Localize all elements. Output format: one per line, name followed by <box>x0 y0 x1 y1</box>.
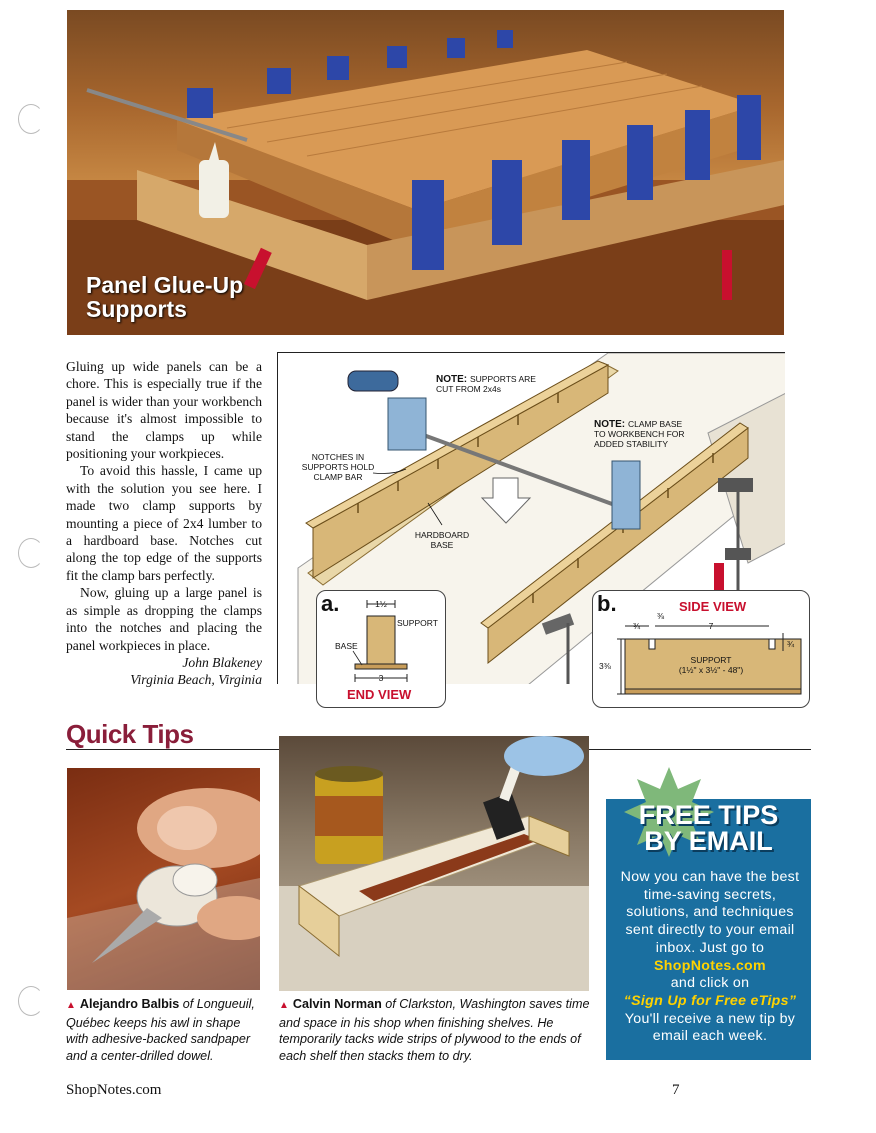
free-tips-text <box>614 869 806 1046</box>
free-tips-head-1: FREE TIPS <box>638 800 779 830</box>
binder-hole-middle <box>18 538 44 568</box>
article-body <box>66 358 262 689</box>
end-view-title: END VIEW <box>347 687 412 702</box>
end-view-support-label: SUPPORT <box>397 618 438 628</box>
side-view-dim-height: 3⅜ <box>599 661 611 671</box>
notches-text-2: SUPPORTS HOLD <box>301 462 375 472</box>
tip1-caption <box>66 996 262 1064</box>
signup-link[interactable]: “Sign Up for Free eTips” <box>623 992 797 1009</box>
free-tips-text-2: and click on <box>670 975 750 992</box>
end-view-base-label: BASE <box>335 641 358 651</box>
note2-text-2: TO WORKBENCH FOR <box>594 429 685 439</box>
quick-tips-heading: Quick Tips <box>66 719 194 749</box>
side-view-title: SIDE VIEW <box>679 599 747 614</box>
triangle-icon: ▲ <box>66 1000 76 1011</box>
hardboard-text-2: BASE <box>430 540 454 550</box>
footer-site: ShopNotes.com <box>66 1082 162 1098</box>
note1-label: NOTE: <box>436 374 468 385</box>
free-tips-box <box>606 799 811 1060</box>
hardboard-text-1: HARDBOARD <box>414 530 470 540</box>
end-view-inset <box>316 590 446 708</box>
article-location: Virginia Beach, Virginia <box>130 672 262 688</box>
free-tips-text-1: Now you can have the best time-saving secrets, solutions, and techniques sent directly to your email inbox. Just go to <box>620 869 800 956</box>
article-paragraph: Now, gluing up a large panel is as simple as dropping the clamps into the notches and placing the panel workpieces in place. <box>66 585 262 653</box>
end-view-tag: a. <box>321 591 340 616</box>
note2-text-3: ADDED STABILITY <box>594 439 668 449</box>
tip1-text: of Longueuil, Québec keeps his awl in shape with adhesive-backed sandpaper and a center-drilled dowel. <box>66 997 255 1063</box>
side-view-dim-7: 7 <box>708 621 714 631</box>
binder-hole-top <box>18 104 44 134</box>
notches-text-3: CLAMP BAR <box>313 472 363 482</box>
side-view-support-dims: (1½" x 3½" - 48") <box>678 665 744 675</box>
note2-label: NOTE: <box>594 419 626 430</box>
awl-illustration <box>67 768 260 990</box>
free-tips-text-3: You'll receive a new tip by email each week. <box>624 1010 796 1045</box>
note2-text-1: CLAMP BASE <box>628 419 683 429</box>
note1-text-1: SUPPORTS ARE <box>470 374 536 384</box>
article-author: John Blakeney <box>182 654 262 670</box>
tip1-name: Alejandro Balbis <box>79 997 180 1011</box>
shopnotes-link[interactable]: ShopNotes.com <box>654 957 766 974</box>
side-view-drawing <box>593 591 811 709</box>
shelf-illustration <box>279 736 589 991</box>
shelf-finishing-photo <box>279 736 589 991</box>
side-view-dim-3-4-left: ¾ <box>633 621 641 631</box>
binder-hole-bottom <box>18 986 44 1016</box>
side-view-dim-3-4-right: ¾ <box>787 639 795 649</box>
end-view-dim-top: 1½ <box>375 599 387 609</box>
end-view-dim-bottom: 3 <box>378 673 384 683</box>
tip2-caption <box>279 996 591 1064</box>
tip2-text: of Clarkston, Washington saves time and space in his shop when finishing shelves. He temporarily tacks wide strips of plywood to the ends of each shelf then stacks them to dry. <box>279 997 590 1063</box>
hero-title-line1: Panel Glue-Up <box>86 272 244 298</box>
side-view-tag: b. <box>597 591 617 616</box>
footer-page-number: 7 <box>672 1082 680 1098</box>
note1-text-2: CUT FROM 2x4s <box>436 384 502 394</box>
awl-photo <box>67 768 260 990</box>
article-paragraph: To avoid this hassle, I came up with the solution you see here. I made two clamp supports by mounting a piece of 2x4 lumber to a hardboard base. Notches cut along the top edge of the supports fit the clamp bars perfectly. <box>66 463 262 583</box>
triangle-icon: ▲ <box>279 1000 289 1011</box>
notches-text-1: NOTCHES IN <box>311 452 365 462</box>
side-view-dim-3-8: ⅜ <box>657 611 665 621</box>
free-tips-head-2: BY EMAIL <box>644 826 773 856</box>
side-view-inset <box>592 590 810 708</box>
side-view-support-label: SUPPORT <box>690 655 732 665</box>
hero-title-line2: Supports <box>86 296 187 322</box>
hero-photo <box>67 10 784 335</box>
article-paragraph: Gluing up wide panels can be a chore. This is especially true if the panel is wider than your workbench because it's almost impossible to stand the clamps up while positioning your workpieces. <box>66 359 262 462</box>
hero-title <box>86 273 243 321</box>
tip2-name: Calvin Norman <box>292 997 382 1011</box>
